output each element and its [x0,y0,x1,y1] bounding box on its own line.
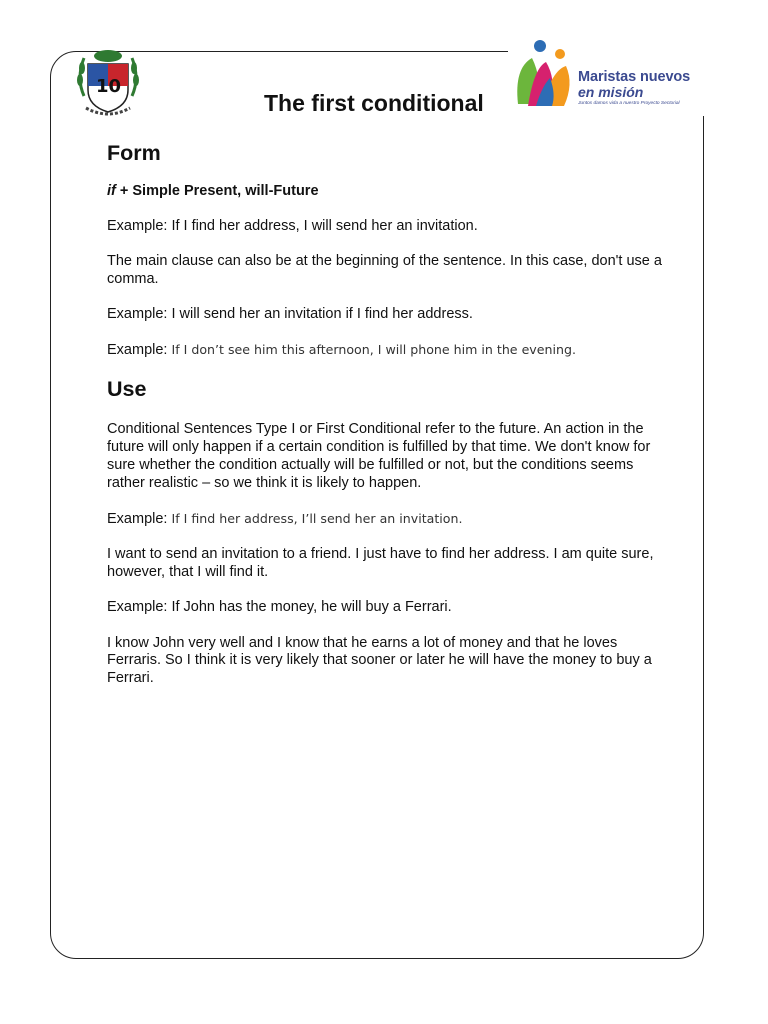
school-crest-icon [74,46,142,120]
form-formula [107,183,667,201]
form-example-1: Example: If I find her address, I will send her an invitation. [107,217,478,234]
use-example-2: Example: If John has the money, he will buy a Ferrari. [107,599,452,616]
form-example-3 [107,341,667,360]
use-example-1-label: Example: [107,510,172,527]
maristas-logo [508,36,708,116]
use-paragraph-3: I know John very well and I know that he earns a lot of money and that he loves Ferraris. So I think it is very likely that sooner or later he will have the money to buy a Ferrari. [107,634,652,687]
use-paragraph-1: Conditional Sentences Type I or First Conditional refer to the future. An action in the future will only happen if a certain condition is fulfilled by that time. We don't know for sure whether the condition actually will be fulfilled or not, but the conditions seems rather realistic – so we think it is likely to happen. [107,421,651,491]
form-section [107,139,667,360]
form-heading: Form [107,141,161,165]
use-example-1-text: If I find her address, I’ll send her an invitation. [171,510,463,526]
svg-text:10: 10 [96,76,122,97]
document-body [107,139,667,688]
form-example-3-label: Example: [107,342,172,359]
page-title: The first conditional [264,90,484,116]
form-note: The main clause can also be at the beginning of the sentence. In this case, don't use a comma. [107,253,662,287]
form-example-2: Example: I will send her an invitation if I find her address. [107,306,473,323]
formula-rest: + Simple Present, will-Future [115,183,319,199]
use-section [107,375,667,688]
logo-tagline: Juntos damos vida a nuestro Proyecto Sectorial [578,101,680,106]
logo-name-line2: en misión [578,84,644,100]
formula-if: if [107,183,116,199]
form-example-3-text: If I don’t see him this afternoon, I will phone him in the evening. [171,342,576,358]
use-example-1 [107,510,667,529]
maristas-figures-icon [512,38,578,114]
use-paragraph-2: I want to send an invitation to a friend. I just have to find her address. I am quite sure, however, that I will find it. [107,546,654,581]
use-heading: Use [107,377,147,402]
logo-name-line1: Maristas nuevos [578,69,691,85]
